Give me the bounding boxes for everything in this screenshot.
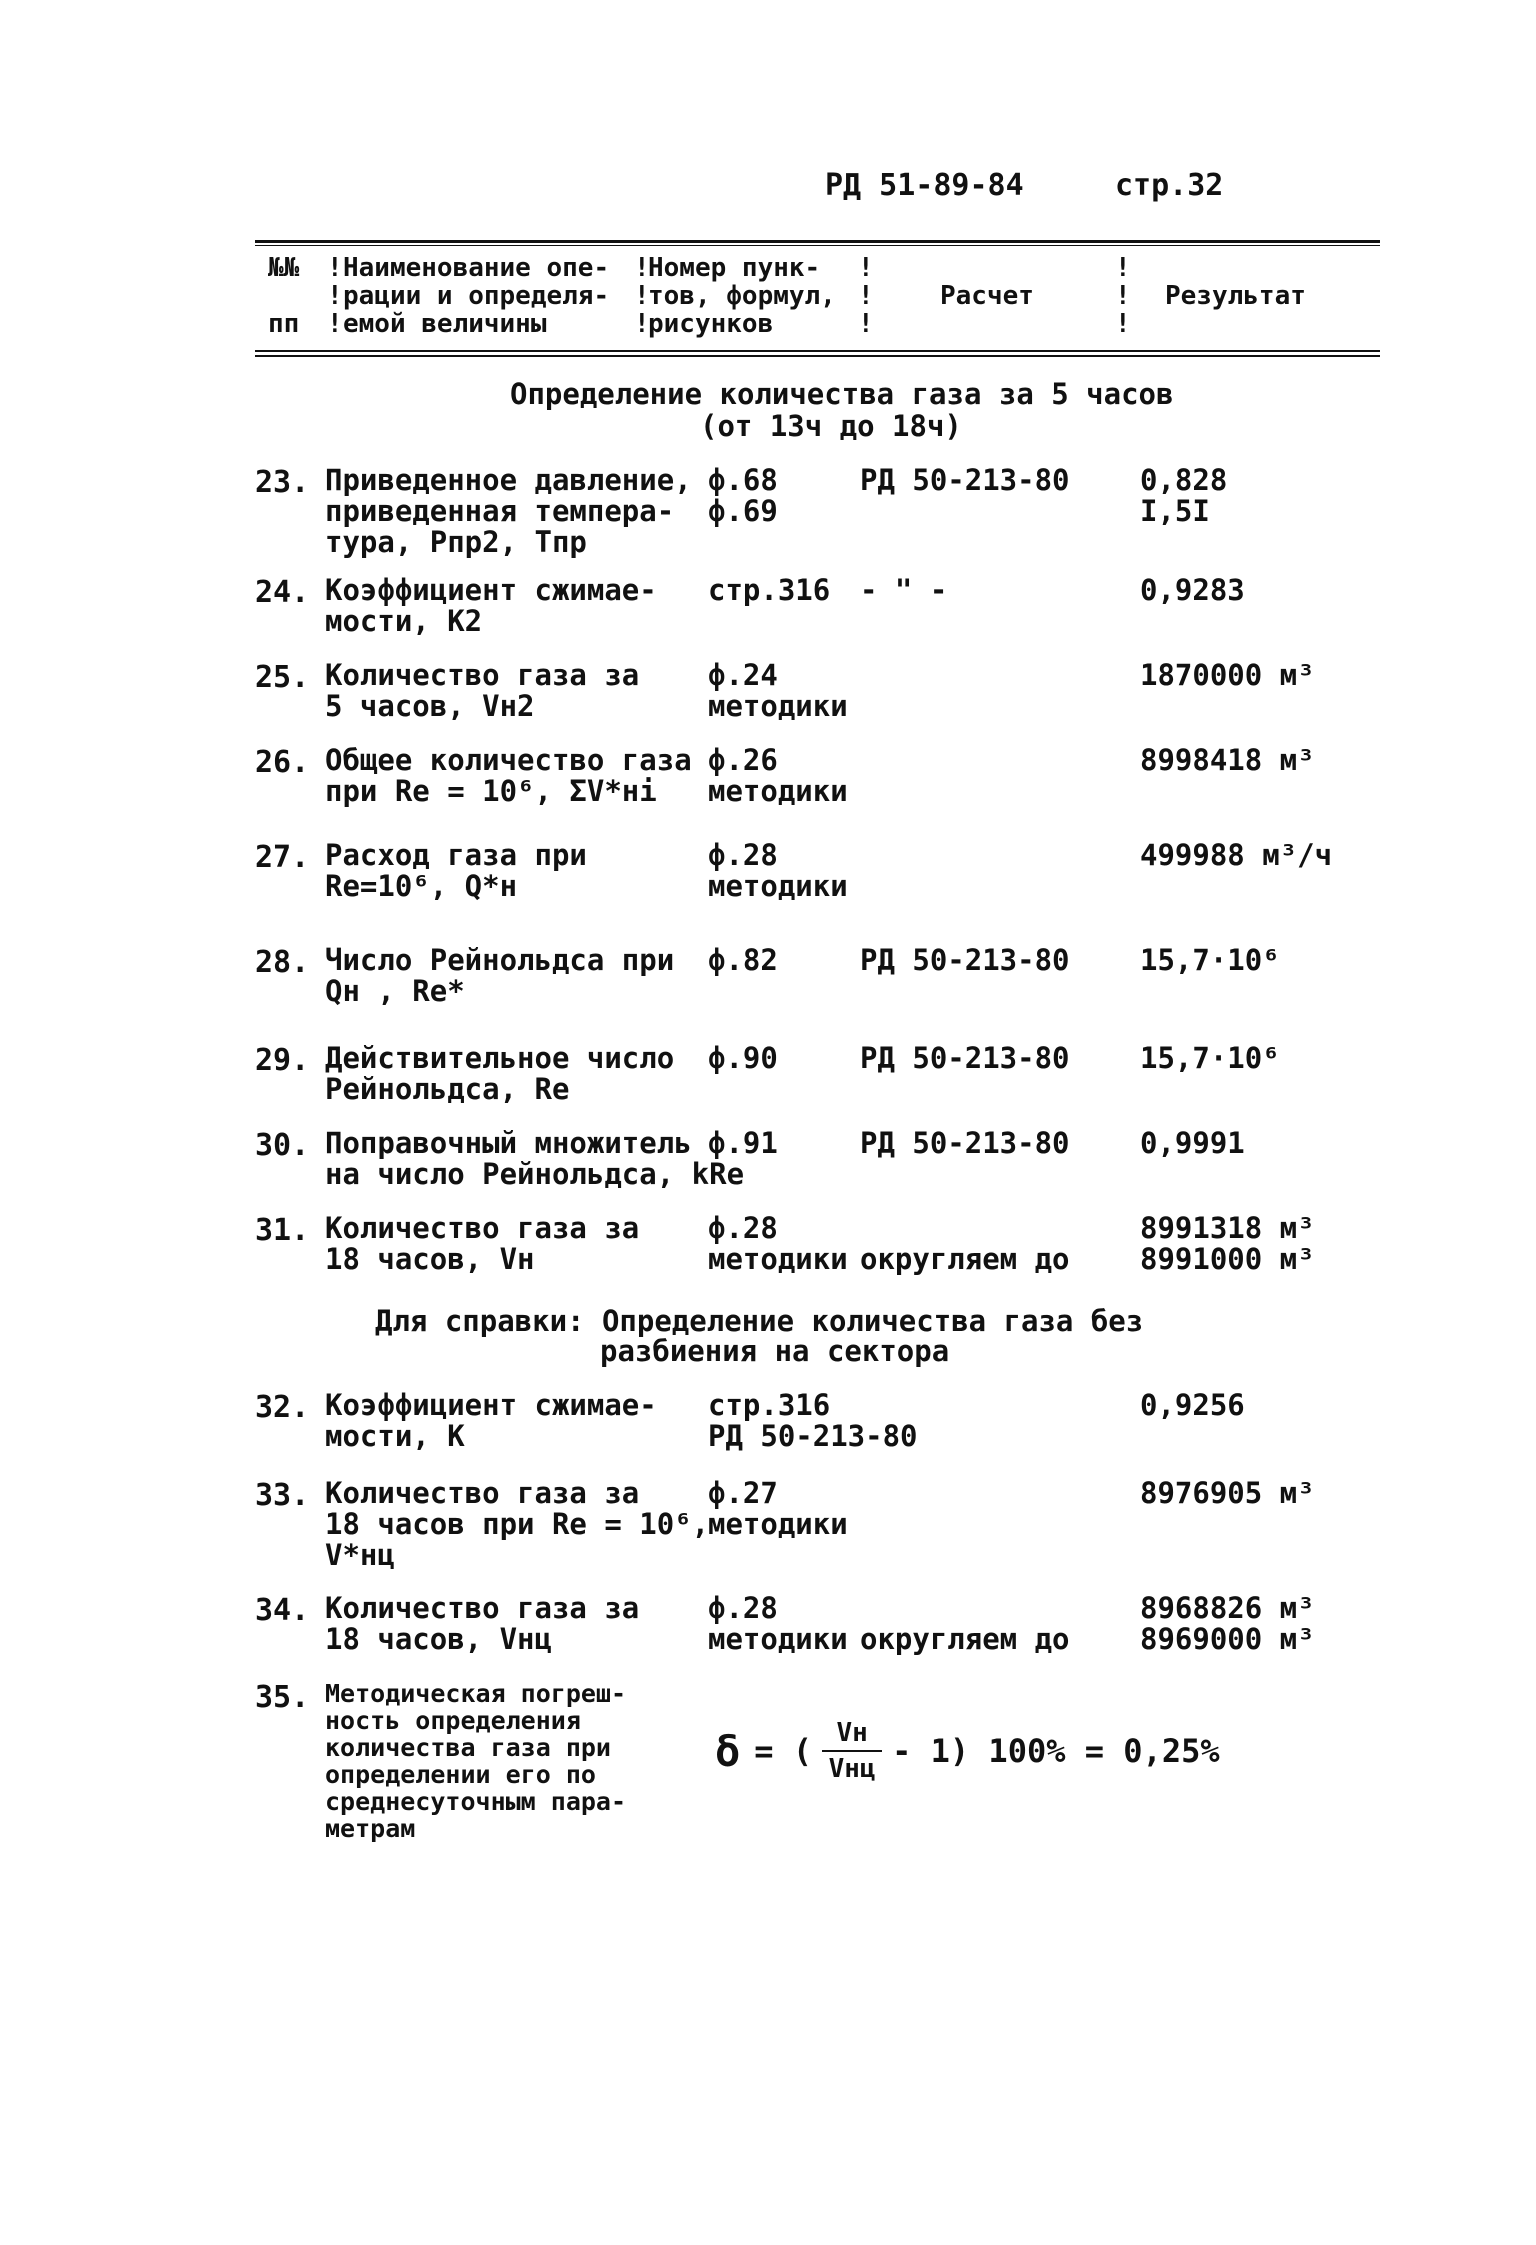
row-number: 32. bbox=[255, 1390, 310, 1425]
fraction-numerator: Vн bbox=[836, 1718, 868, 1748]
row-number: 29. bbox=[255, 1043, 310, 1078]
row-operation: Количество газа за 5 часов, Vн2 bbox=[325, 658, 640, 723]
row-number: 35. bbox=[255, 1680, 310, 1715]
row-calculation: РД 50-213-80 bbox=[860, 943, 1070, 977]
document-code: РД 51-89-84 bbox=[825, 168, 1024, 203]
header-separator: ! ! ! bbox=[634, 253, 650, 339]
row-operation: Количество газа за 18 часов, Vн bbox=[325, 1211, 640, 1276]
delta-symbol: δ bbox=[715, 1726, 741, 1776]
row-number: 26. bbox=[255, 745, 310, 780]
row-number: 24. bbox=[255, 575, 310, 610]
header-separator: ! ! ! bbox=[1115, 253, 1131, 339]
row-reference: стр.316 РД 50-213-80 bbox=[708, 1388, 918, 1453]
header-col-result: Результат bbox=[1165, 281, 1306, 311]
section-title: Определение количества газа за 5 часов bbox=[510, 377, 1174, 411]
row-operation: Приведенное давление, приведенная темпера- тура, Pпр2, Tпр bbox=[325, 463, 692, 559]
row-number: 28. bbox=[255, 945, 310, 980]
row-result: 8968826 м³ 8969000 м³ bbox=[1140, 1591, 1315, 1656]
row-reference: ф.26 методики bbox=[708, 743, 848, 808]
row-calculation: округляем до bbox=[860, 1622, 1070, 1656]
row-calculation: округляем до bbox=[860, 1242, 1070, 1276]
row-operation: Число Рейнольдса при Qн , Re* bbox=[325, 943, 675, 1008]
row-operation: Действительное число Рейнольдса, Re bbox=[325, 1041, 675, 1106]
row-reference: ф.91 bbox=[708, 1126, 778, 1160]
row-operation: Расход газа при Re=10⁶, Q*н bbox=[325, 838, 587, 903]
header-col-operation: Наименование опе- рации и определя- емой величины bbox=[343, 253, 610, 339]
row-result: 8998418 м³ bbox=[1140, 743, 1315, 777]
row-result: 15,7·10⁶ bbox=[1140, 943, 1280, 977]
section-subtitle: разбиения на сектора bbox=[600, 1334, 950, 1368]
row-calculation: РД 50-213-80 bbox=[860, 1041, 1070, 1075]
section-title: Для справки: Определение количества газа без bbox=[375, 1304, 1144, 1338]
formula-open: = ( bbox=[754, 1732, 813, 1770]
row-reference: ф.28 методики bbox=[708, 1591, 848, 1656]
row-reference: ф.90 bbox=[708, 1041, 778, 1075]
row-result: 8976905 м³ bbox=[1140, 1476, 1315, 1510]
row-number: 30. bbox=[255, 1128, 310, 1163]
row-calculation: РД 50-213-80 bbox=[860, 463, 1070, 497]
row-number: 25. bbox=[255, 660, 310, 695]
row-result: 0,9283 bbox=[1140, 573, 1245, 607]
formula-fraction bbox=[822, 1718, 882, 1784]
table-top-rule bbox=[255, 240, 1380, 243]
row-operation: Количество газа за 18 часов, Vнц bbox=[325, 1591, 640, 1656]
row-operation: Коэффициент сжимае- мости, K bbox=[325, 1388, 657, 1453]
row-operation: Методическая погреш- ность определения количества газа при определении его по среднесуточным пара- метрам bbox=[325, 1679, 627, 1843]
row-reference: ф.68 ф.69 bbox=[708, 463, 778, 528]
row-operation: Общее количество газа при Re = 10⁶, ΣV*нi bbox=[325, 743, 692, 808]
formula-tail: - 1) 100% = 0,25% bbox=[892, 1732, 1220, 1770]
row-calculation: - " - bbox=[860, 573, 948, 607]
row-operation: Коэффициент сжимае- мости, K2 bbox=[325, 573, 657, 638]
section-subtitle: (от 13ч до 18ч) bbox=[700, 409, 962, 443]
header-col-references: Номер пунк- тов, формул, рисунков bbox=[648, 253, 836, 339]
page-number: стр.32 bbox=[1115, 168, 1224, 203]
row-number: 23. bbox=[255, 465, 310, 500]
row-result: 0,9991 bbox=[1140, 1126, 1245, 1160]
table-top-rule-thin bbox=[255, 245, 1380, 246]
row-number: 33. bbox=[255, 1478, 310, 1513]
table-header-rule bbox=[255, 350, 1380, 352]
row-number: 31. bbox=[255, 1213, 310, 1248]
row-result: 499988 м³/ч bbox=[1140, 838, 1333, 872]
row-reference: ф.24 методики bbox=[708, 658, 848, 723]
row-reference: ф.28 методики bbox=[708, 1211, 848, 1276]
row-number: 27. bbox=[255, 840, 310, 875]
row-reference: ф.28 методики bbox=[708, 838, 848, 903]
table-header-rule-2 bbox=[255, 355, 1380, 357]
row-reference: стр.316 bbox=[708, 573, 831, 607]
row-operation: Поправочный множитель на число Рейнольдса, kRe bbox=[325, 1126, 745, 1191]
row-number: 34. bbox=[255, 1593, 310, 1628]
header-separator: ! ! ! bbox=[858, 253, 874, 339]
error-formula bbox=[715, 1718, 1220, 1784]
row-operation: Количество газа за 18 часов при Re = 10⁶, V*нц bbox=[325, 1476, 710, 1572]
row-result: 15,7·10⁶ bbox=[1140, 1041, 1280, 1075]
row-calculation: РД 50-213-80 bbox=[860, 1126, 1070, 1160]
row-reference: ф.27 методики bbox=[708, 1476, 848, 1541]
header-separator: ! ! ! bbox=[327, 253, 343, 339]
row-result: 1870000 м³ bbox=[1140, 658, 1315, 692]
fraction-denominator: Vнц bbox=[828, 1754, 876, 1784]
row-result: 0,9256 bbox=[1140, 1388, 1245, 1422]
row-reference: ф.82 bbox=[708, 943, 778, 977]
row-result: 8991318 м³ 8991000 м³ bbox=[1140, 1211, 1315, 1276]
fraction-bar bbox=[822, 1750, 882, 1752]
header-col-number: №№ пп bbox=[268, 253, 300, 339]
row-result: 0,828 I,5I bbox=[1140, 463, 1228, 528]
header-col-calculation: Расчет bbox=[940, 281, 1034, 311]
